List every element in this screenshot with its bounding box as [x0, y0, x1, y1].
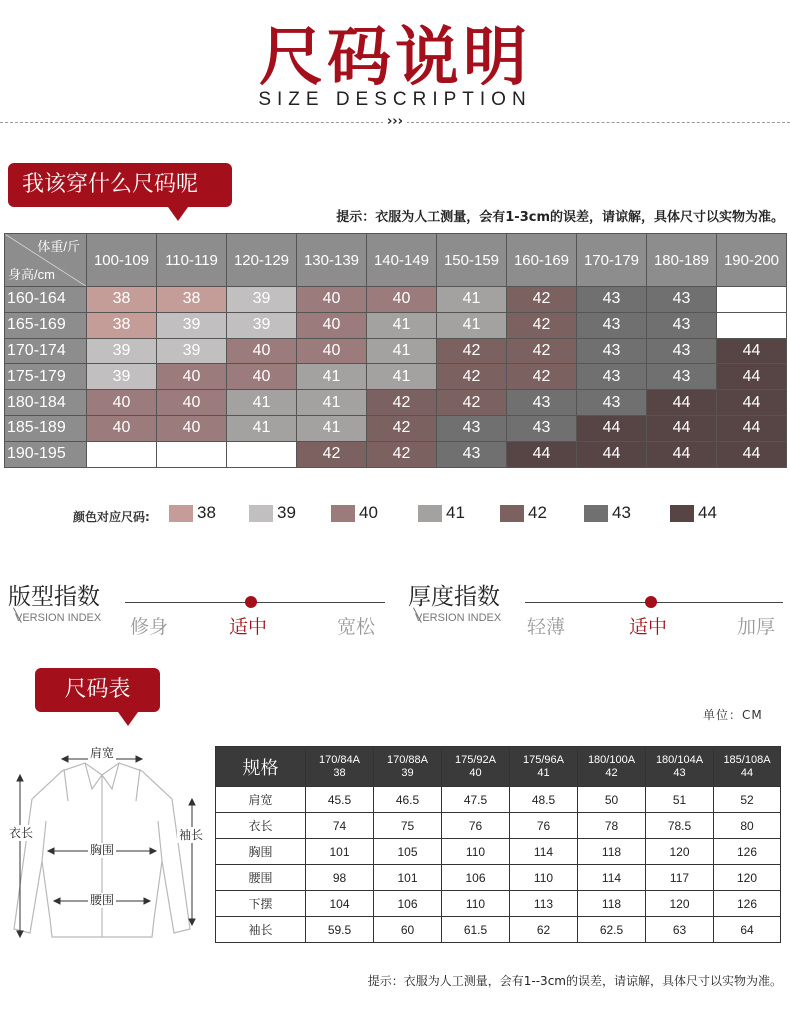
- size-cell: 44: [717, 364, 787, 390]
- size-cell: 42: [437, 364, 507, 390]
- measurement-value: 101: [374, 865, 442, 891]
- size-cell: 44: [647, 390, 717, 416]
- size-cell: 44: [577, 415, 647, 441]
- measurement-value: 78: [578, 813, 646, 839]
- spec-col-header: [374, 747, 442, 787]
- label-waist: 腰围: [89, 893, 115, 907]
- measurement-value: 117: [646, 865, 714, 891]
- size-cell: 40: [157, 415, 227, 441]
- size-cell: 40: [297, 287, 367, 313]
- measurement-value: 104: [306, 891, 374, 917]
- measurement-value: 62.5: [578, 917, 646, 943]
- measurement-name: 袖长: [216, 917, 306, 943]
- spec-size: 43: [673, 766, 686, 779]
- fit-index-title: 版型指数: [8, 584, 100, 610]
- size-cell: 40: [297, 338, 367, 364]
- spec-col-header: [578, 747, 646, 787]
- size-cell: 42: [507, 338, 577, 364]
- table-row: [216, 891, 781, 917]
- spec-code: 180/104A: [655, 753, 704, 766]
- unit-label: 单位：CM: [703, 708, 763, 722]
- size-cell: 41: [437, 287, 507, 313]
- size-cell: 43: [437, 415, 507, 441]
- table-row: [5, 338, 787, 364]
- spec-size: 41: [537, 766, 550, 779]
- measurement-value: 120: [646, 891, 714, 917]
- measurement-value: 47.5: [442, 787, 510, 813]
- size-cell: 44: [647, 415, 717, 441]
- spec-col-header: [646, 747, 714, 787]
- table-row: [5, 364, 787, 390]
- thickness-option-medium: 适中: [629, 616, 668, 638]
- legend-size-label: 39: [277, 503, 296, 522]
- measurement-value: 46.5: [374, 787, 442, 813]
- size-cell: 40: [157, 390, 227, 416]
- size-cell: 41: [297, 390, 367, 416]
- section-tag-size-chart: 尺码表: [35, 668, 160, 712]
- size-cell: 44: [717, 338, 787, 364]
- size-cell: 40: [227, 364, 297, 390]
- measurement-name: 肩宽: [216, 787, 306, 813]
- measurement-value: 120: [646, 839, 714, 865]
- table-row: [216, 787, 781, 813]
- thickness-option-thin: 轻薄: [527, 616, 566, 638]
- measurement-value: 114: [510, 839, 578, 865]
- size-cell: 42: [297, 441, 367, 467]
- fit-index-subtitle: VERSION INDEX: [15, 612, 102, 624]
- spec-size: 42: [605, 766, 618, 779]
- spec-col-header: [714, 747, 781, 787]
- spec-code: 175/92A: [455, 753, 496, 766]
- size-cell: 38: [87, 312, 157, 338]
- size-cell: 43: [437, 441, 507, 467]
- section-tag-which-size: 我该穿什么尺码呢: [8, 163, 232, 207]
- measurement-value: 120: [714, 865, 781, 891]
- measurement-value: 60: [374, 917, 442, 943]
- weight-col-header: 110-119: [157, 234, 227, 287]
- size-cell: 39: [227, 287, 297, 313]
- size-cell: 44: [577, 441, 647, 467]
- measurement-value: 63: [646, 917, 714, 943]
- measurement-value: 75: [374, 813, 442, 839]
- weight-col-header: 100-109: [87, 234, 157, 287]
- table-row: [216, 839, 781, 865]
- weight-col-header: 150-159: [437, 234, 507, 287]
- size-cell: 41: [227, 390, 297, 416]
- spec-col-header: [306, 747, 374, 787]
- spec-code: 175/96A: [523, 753, 564, 766]
- legend-size-label: 38: [197, 503, 216, 522]
- size-cell: 40: [87, 390, 157, 416]
- weight-col-header: 160-169: [507, 234, 577, 287]
- weight-col-header: 170-179: [577, 234, 647, 287]
- label-sleeve: 袖长: [178, 828, 204, 842]
- measurement-value: 118: [578, 839, 646, 865]
- measurement-value: 113: [510, 891, 578, 917]
- garment-spec-table: [215, 746, 781, 943]
- measurement-value: 64: [714, 917, 781, 943]
- spec-size: 39: [401, 766, 414, 779]
- measurement-value: 118: [578, 891, 646, 917]
- label-shoulder: 肩宽: [89, 746, 115, 760]
- size-cell: 44: [717, 415, 787, 441]
- table-row: [5, 441, 787, 467]
- measurement-value: 52: [714, 787, 781, 813]
- size-cell: 41: [367, 338, 437, 364]
- height-axis-label: 身高/cm: [8, 267, 55, 282]
- size-cell: 40: [297, 312, 367, 338]
- size-cell: 42: [437, 390, 507, 416]
- legend-swatch: [584, 505, 608, 522]
- size-cell: 42: [507, 364, 577, 390]
- page-title: 尺码说明: [259, 21, 531, 95]
- legend-size-label: 43: [612, 503, 631, 522]
- measurement-value: 105: [374, 839, 442, 865]
- height-row-label: 190-195: [5, 441, 87, 467]
- height-row-label: 185-189: [5, 415, 87, 441]
- weight-axis-label: 体重/斤: [37, 239, 80, 254]
- table-row: [5, 312, 787, 338]
- size-cell: [717, 287, 787, 313]
- spec-size: 40: [469, 766, 482, 779]
- height-row-label: 175-179: [5, 364, 87, 390]
- measurement-value: 80: [714, 813, 781, 839]
- spec-code: 170/84A: [319, 753, 360, 766]
- size-cell: 39: [157, 312, 227, 338]
- measurement-value: 98: [306, 865, 374, 891]
- legend-label: 颜色对应尺码:: [73, 510, 150, 524]
- measurement-name: 下摆: [216, 891, 306, 917]
- footer-note: 提示：衣服为人工测量，会有1--3cm的误差，请谅解，具体尺寸以实物为准。: [367, 974, 782, 988]
- thickness-option-thick: 加厚: [737, 616, 776, 638]
- size-cell: 43: [577, 312, 647, 338]
- size-cell: 42: [367, 441, 437, 467]
- measurement-value: 48.5: [510, 787, 578, 813]
- size-cell: 42: [437, 338, 507, 364]
- size-cell: 42: [367, 390, 437, 416]
- size-cell: 43: [577, 287, 647, 313]
- height-row-label: 160-164: [5, 287, 87, 313]
- size-cell: 43: [577, 338, 647, 364]
- size-recommendation-table: [4, 233, 787, 468]
- measurement-value: 126: [714, 839, 781, 865]
- page-subtitle: SIZE DESCRIPTION: [258, 89, 532, 110]
- size-cell: 42: [507, 287, 577, 313]
- size-cell: 44: [717, 390, 787, 416]
- legend-swatch: [169, 505, 193, 522]
- size-cell: 40: [227, 338, 297, 364]
- legend-size-label: 40: [359, 503, 378, 522]
- size-cell: 39: [87, 338, 157, 364]
- size-cell: 39: [157, 338, 227, 364]
- measurement-note: 提示：衣服为人工测量，会有1-3cm的误差，请谅解，具体尺寸以实物为准。: [336, 210, 784, 225]
- height-row-label: 165-169: [5, 312, 87, 338]
- size-cell: 41: [367, 364, 437, 390]
- legend-size-label: 44: [698, 503, 717, 522]
- weight-col-header: 140-149: [367, 234, 437, 287]
- size-cell: 40: [367, 287, 437, 313]
- measurement-value: 50: [578, 787, 646, 813]
- measurement-value: 76: [510, 813, 578, 839]
- table-row: [216, 865, 781, 891]
- measurement-value: 106: [374, 891, 442, 917]
- legend-size-label: 42: [528, 503, 547, 522]
- size-cell: 43: [577, 390, 647, 416]
- size-cell: 41: [367, 312, 437, 338]
- size-cell: 40: [157, 364, 227, 390]
- size-cell: 38: [87, 287, 157, 313]
- size-color-legend: [0, 503, 790, 525]
- fit-option-regular: 适中: [229, 616, 268, 638]
- measurement-value: 59.5: [306, 917, 374, 943]
- measurement-value: 76: [442, 813, 510, 839]
- size-cell: 43: [647, 312, 717, 338]
- size-cell: 44: [647, 441, 717, 467]
- chevron-right-icon: ›››: [383, 114, 407, 130]
- weight-col-header: 120-129: [227, 234, 297, 287]
- table-row: [216, 813, 781, 839]
- size-cell: 43: [647, 287, 717, 313]
- size-cell: 43: [577, 364, 647, 390]
- size-cell: 41: [227, 415, 297, 441]
- label-chest: 胸围: [89, 843, 115, 857]
- measurement-value: 114: [578, 865, 646, 891]
- legend-swatch: [670, 505, 694, 522]
- height-row-label: 180-184: [5, 390, 87, 416]
- size-cell: [227, 441, 297, 467]
- size-cell: 44: [507, 441, 577, 467]
- measurement-name: 腰围: [216, 865, 306, 891]
- weight-col-header: 190-200: [717, 234, 787, 287]
- size-cell: 43: [647, 338, 717, 364]
- size-cell: 41: [297, 415, 367, 441]
- spec-col-header: [442, 747, 510, 787]
- size-cell: 43: [647, 364, 717, 390]
- size-cell: 43: [507, 415, 577, 441]
- measurement-value: 61.5: [442, 917, 510, 943]
- spec-size: 38: [333, 766, 346, 779]
- table-corner-header: [5, 234, 87, 287]
- spec-code: 170/88A: [387, 753, 428, 766]
- height-row-label: 170-174: [5, 338, 87, 364]
- spec-code: 180/100A: [587, 753, 636, 766]
- measurement-name: 胸围: [216, 839, 306, 865]
- size-cell: 43: [507, 390, 577, 416]
- spec-size: 44: [740, 766, 754, 779]
- thickness-index-subtitle: VERSION INDEX: [415, 612, 502, 624]
- size-cell: 41: [297, 364, 367, 390]
- size-cell: [87, 441, 157, 467]
- measurement-value: 110: [442, 839, 510, 865]
- measurement-value: 126: [714, 891, 781, 917]
- table-row: [5, 390, 787, 416]
- fit-option-slim: 修身: [130, 616, 169, 638]
- size-cell: 44: [717, 441, 787, 467]
- spec-header-label: 规格: [216, 747, 306, 787]
- size-cell: 42: [507, 312, 577, 338]
- size-cell: 39: [227, 312, 297, 338]
- thickness-index-marker: [645, 596, 657, 608]
- size-cell: 40: [87, 415, 157, 441]
- size-cell: [717, 312, 787, 338]
- spec-code: 185/108A: [723, 753, 771, 766]
- measurement-value: 106: [442, 865, 510, 891]
- thickness-index-title: 厚度指数: [408, 584, 500, 610]
- label-length: 衣长: [8, 826, 34, 840]
- size-cell: 38: [157, 287, 227, 313]
- size-cell: 41: [437, 312, 507, 338]
- table-row: [5, 287, 787, 313]
- measurement-value: 110: [442, 891, 510, 917]
- measurement-value: 62: [510, 917, 578, 943]
- spec-col-header: [510, 747, 578, 787]
- weight-col-header: 180-189: [647, 234, 717, 287]
- legend-swatch: [500, 505, 524, 522]
- measurement-value: 101: [306, 839, 374, 865]
- measurement-value: 45.5: [306, 787, 374, 813]
- weight-col-header: 130-139: [297, 234, 367, 287]
- size-cell: 42: [367, 415, 437, 441]
- table-row: [216, 917, 781, 943]
- size-cell: [157, 441, 227, 467]
- fit-index-marker: [245, 596, 257, 608]
- legend-swatch: [331, 505, 355, 522]
- measurement-value: 51: [646, 787, 714, 813]
- measurement-value: 78.5: [646, 813, 714, 839]
- measurement-value: 110: [510, 865, 578, 891]
- shirt-measurement-diagram: [2, 741, 212, 944]
- legend-swatch: [418, 505, 442, 522]
- fit-option-loose: 宽松: [337, 616, 376, 638]
- measurement-value: 74: [306, 813, 374, 839]
- table-row: [5, 415, 787, 441]
- legend-size-label: 41: [446, 503, 465, 522]
- measurement-name: 衣长: [216, 813, 306, 839]
- size-cell: 39: [87, 364, 157, 390]
- legend-swatch: [249, 505, 273, 522]
